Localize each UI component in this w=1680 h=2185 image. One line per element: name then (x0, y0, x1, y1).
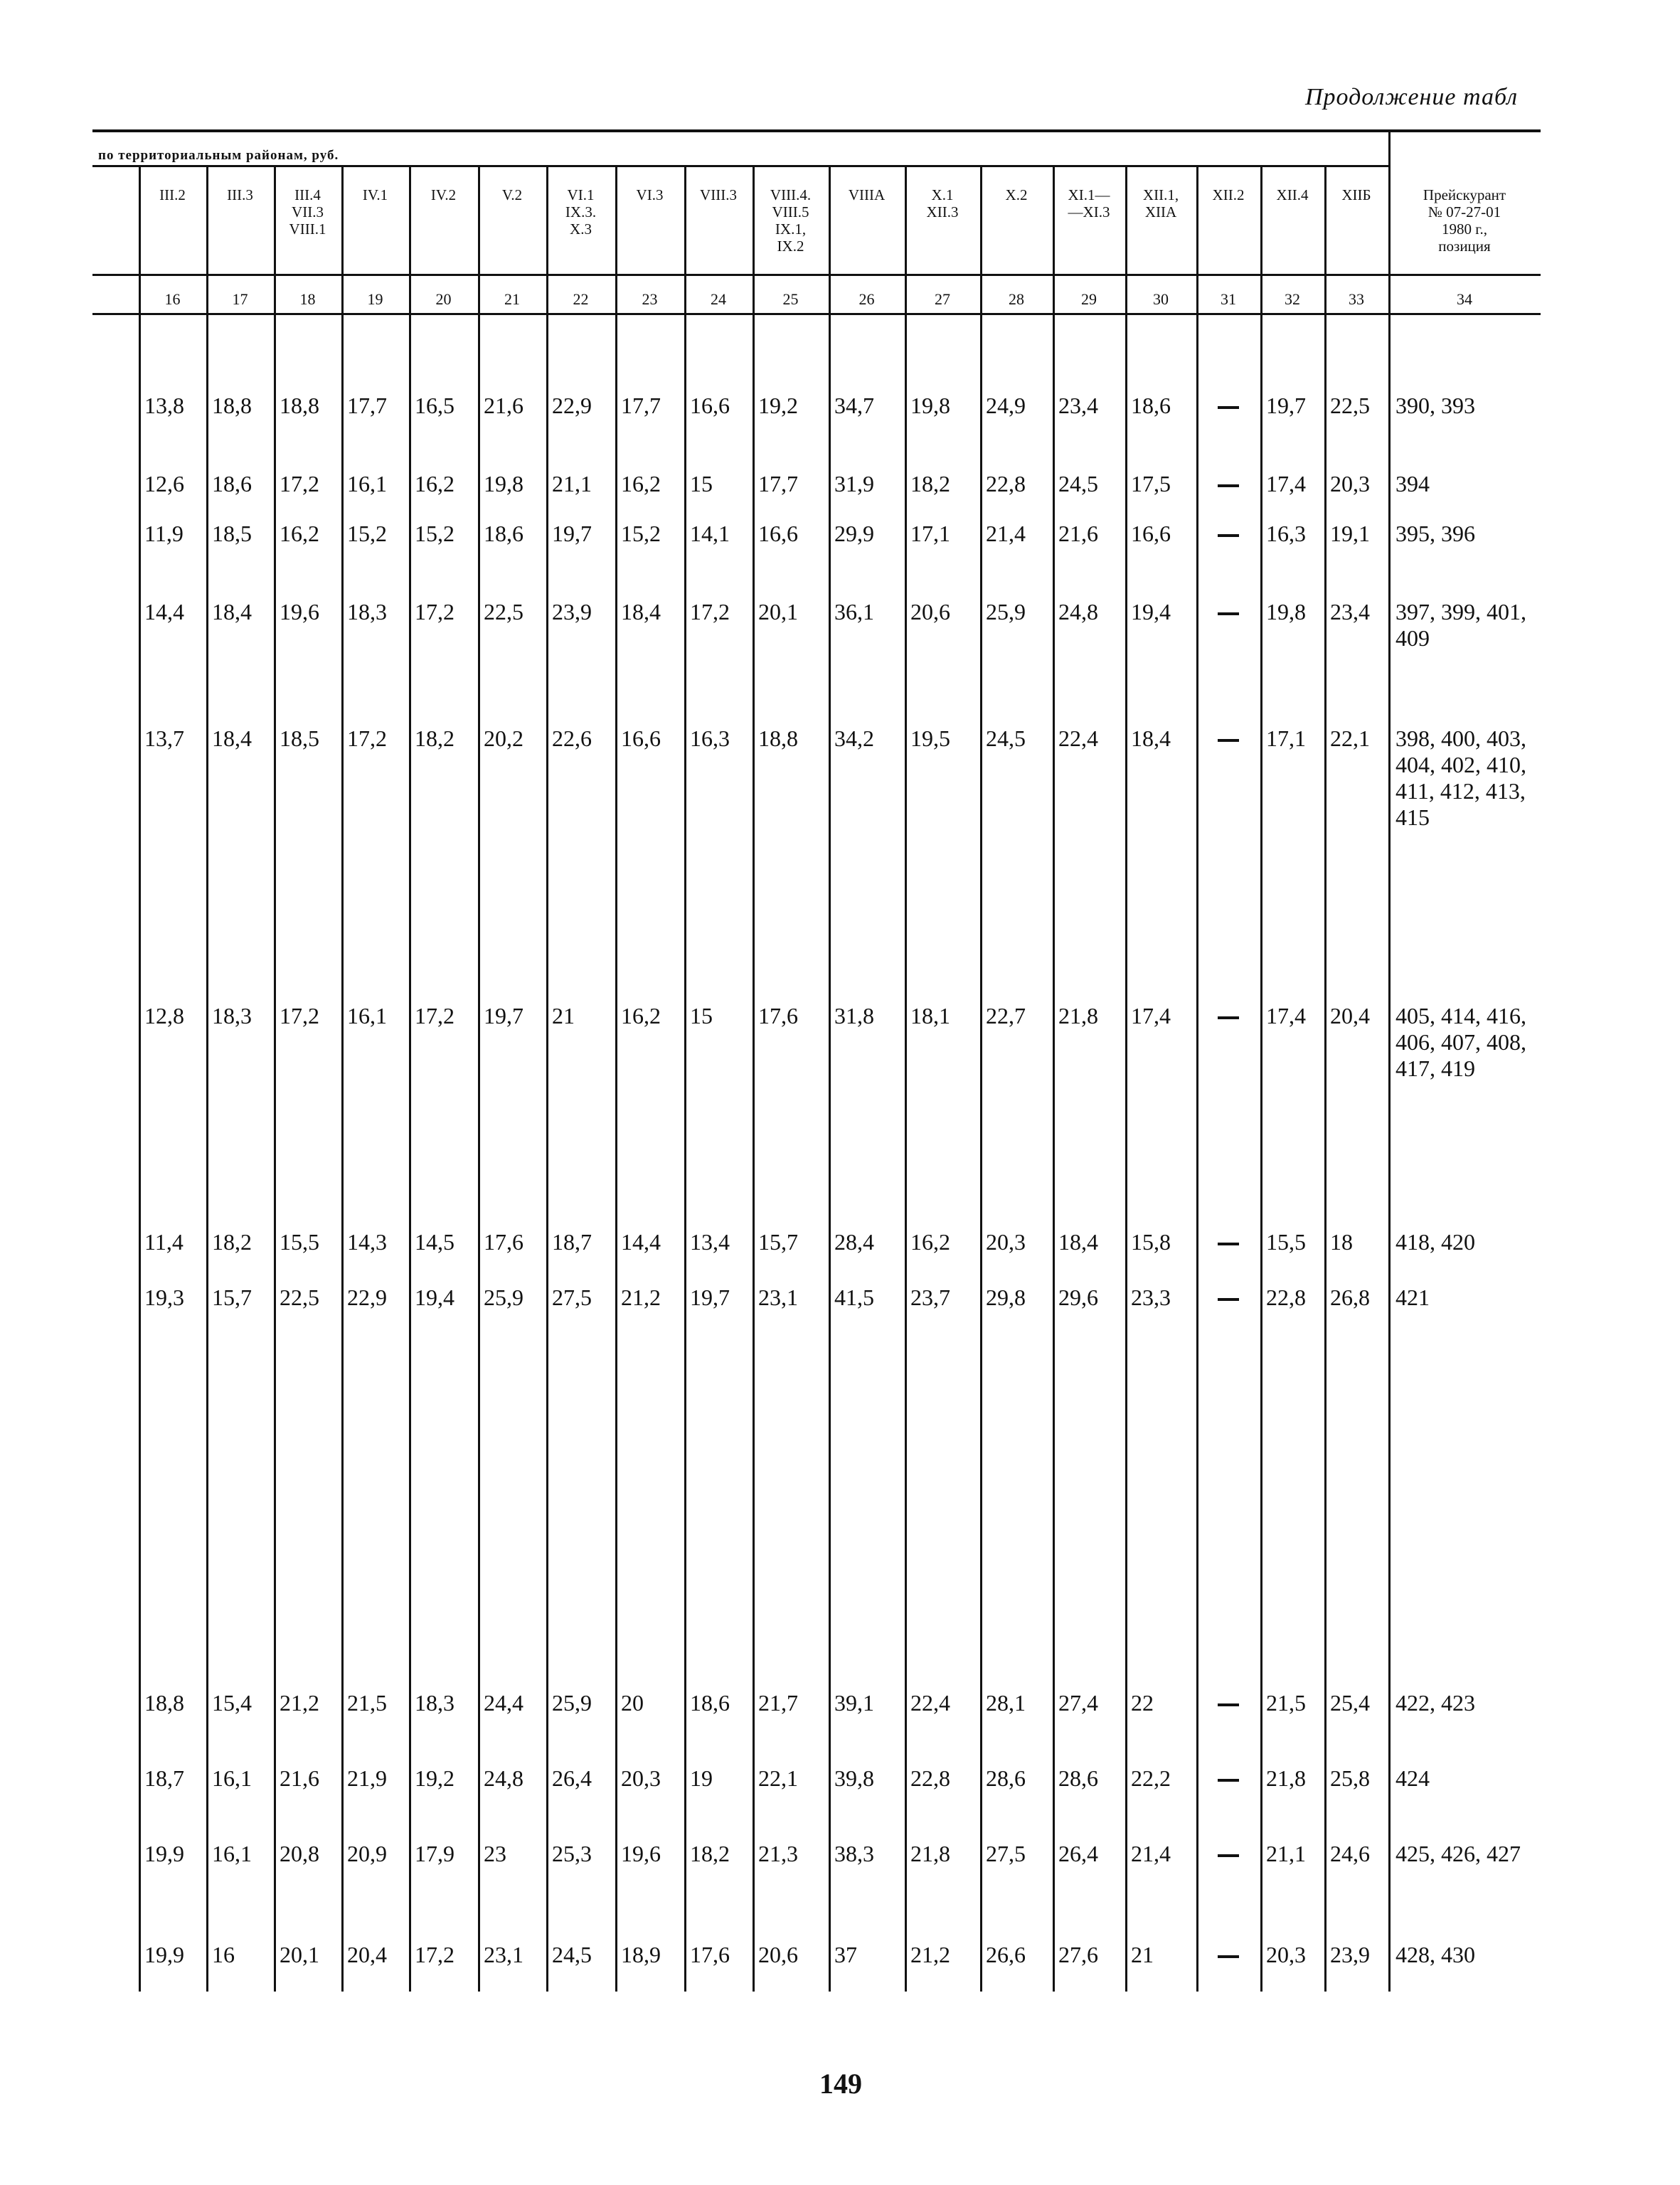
table-cell: 19,7 (1266, 393, 1306, 418)
column-header: VIII.3 (700, 186, 737, 203)
table-cell: 21,6 (280, 1765, 319, 1791)
table-cell: 16,1 (212, 1765, 252, 1791)
table-cell: 20,6 (910, 599, 950, 624)
empty-dash (1218, 1298, 1239, 1301)
position-cell: 395, 396 (1395, 521, 1475, 546)
table-cell: 20,1 (280, 1942, 319, 1967)
table-cell: 15,2 (347, 521, 387, 546)
column-header: XII.2 (1212, 186, 1245, 203)
table-cell: 19,2 (415, 1765, 454, 1791)
column-number: 21 (504, 290, 520, 308)
table-cell: 18,2 (415, 725, 454, 751)
column-rule (1196, 165, 1198, 1992)
table-cell: 28,4 (834, 1229, 874, 1255)
table-cell: 17,4 (1131, 1003, 1171, 1028)
table-cell: 18 (1330, 1229, 1353, 1255)
table-cell: 15,5 (280, 1229, 319, 1255)
table-cell: 16,1 (212, 1841, 252, 1866)
column-rule (615, 165, 617, 1992)
position-cell: 422, 423 (1395, 1690, 1475, 1716)
table-cell: 17,1 (1266, 725, 1306, 751)
table-cell: 28,1 (986, 1690, 1026, 1716)
column-rule (684, 165, 686, 1992)
column-number: 27 (935, 290, 950, 308)
table-cell: 21,6 (1058, 521, 1098, 546)
table-cell: 22,5 (1330, 393, 1370, 418)
position-cell: 405, 414, 416, 406, 407, 408, 417, 419 (1395, 1003, 1526, 1081)
table-cell: 19,1 (1330, 521, 1370, 546)
table-cell: 13,4 (690, 1229, 730, 1255)
table-cell: 23,9 (1330, 1942, 1370, 1967)
table-cell: 16,2 (621, 1003, 661, 1028)
table-cell: 15,2 (415, 521, 454, 546)
table-cell: 17,2 (415, 599, 454, 624)
empty-dash (1218, 406, 1239, 409)
table-cell: 18,8 (212, 393, 252, 418)
column-header: VIII.4. VIII.5 IX.1, IX.2 (770, 186, 812, 255)
column-number: 32 (1285, 290, 1300, 308)
table-cell: 24,8 (1058, 599, 1098, 624)
table-cell: 11,9 (144, 521, 184, 546)
column-rule (341, 165, 344, 1992)
table-cell: 19,7 (552, 521, 592, 546)
table-cell: 17,6 (690, 1942, 730, 1967)
table-cell: 27,5 (986, 1841, 1026, 1866)
empty-dash (1218, 612, 1239, 615)
position-cell: 421 (1395, 1285, 1430, 1310)
empty-dash (1218, 739, 1239, 742)
table-cell: 17,2 (280, 471, 319, 496)
table-cell: 24,8 (484, 1765, 523, 1791)
table-cell: 16,2 (415, 471, 454, 496)
table-cell: 17,7 (621, 393, 661, 418)
table-subtitle: по территориальным районам, руб. (98, 148, 339, 163)
table-cell: 25,4 (1330, 1690, 1370, 1716)
table-cell: 29,9 (834, 521, 874, 546)
table-cell: 39,1 (834, 1690, 874, 1716)
table-cell: 18,6 (484, 521, 523, 546)
table-cell: 22,5 (280, 1285, 319, 1310)
table-cell: 20,3 (1266, 1942, 1306, 1967)
table-cell: 18,8 (280, 393, 319, 418)
position-cell: 397, 399, 401, 409 (1395, 599, 1526, 651)
column-number: 17 (232, 290, 248, 308)
table-cell: 20 (621, 1690, 644, 1716)
table-cell: 26,8 (1330, 1285, 1370, 1310)
rule-header-bottom (92, 274, 1541, 276)
table-cell: 17,2 (280, 1003, 319, 1028)
table-cell: 21,4 (986, 521, 1026, 546)
column-number: 26 (858, 290, 875, 308)
column-number: 28 (1009, 290, 1024, 308)
table-cell: 22,8 (1266, 1285, 1306, 1310)
table-cell: 14,5 (415, 1229, 454, 1255)
column-rule (829, 165, 831, 1992)
table-cell: 22,4 (910, 1690, 950, 1716)
table-cell: 14,4 (621, 1229, 661, 1255)
table-cell: 36,1 (834, 599, 874, 624)
table-cell: 17,1 (910, 521, 950, 546)
column-rule (905, 165, 907, 1992)
table-cell: 21,7 (758, 1690, 798, 1716)
table-cell: 18,6 (1131, 393, 1171, 418)
table-cell: 29,6 (1058, 1285, 1098, 1310)
column-number: 25 (782, 290, 799, 308)
table-cell: 16,3 (1266, 521, 1306, 546)
column-header: Прейскурант № 07-27-01 1980 г., позиция (1423, 186, 1506, 255)
column-header: VIIIA (848, 186, 886, 203)
empty-dash (1218, 484, 1239, 487)
empty-dash (1218, 534, 1239, 537)
table-cell: 20,4 (347, 1942, 387, 1967)
table-cell: 16,2 (910, 1229, 950, 1255)
empty-dash (1218, 1854, 1239, 1857)
table-cell: 14,4 (144, 599, 184, 624)
table-cell: 22,9 (347, 1285, 387, 1310)
table-cell: 16,5 (415, 393, 454, 418)
table-cell: 17,5 (1131, 471, 1171, 496)
table-cell: 23,7 (910, 1285, 950, 1310)
column-number: 33 (1349, 290, 1364, 308)
table-cell: 23,4 (1330, 599, 1370, 624)
table-cell: 22 (1131, 1690, 1154, 1716)
table-cell: 21,1 (552, 471, 592, 496)
column-number: 16 (164, 290, 181, 308)
position-cell: 398, 400, 403, 404, 402, 410, 411, 412, 413, 415 (1395, 725, 1526, 830)
table-cell: 18,2 (690, 1841, 730, 1866)
column-header: XIIБ (1341, 186, 1371, 203)
table-cell: 18,2 (212, 1229, 252, 1255)
column-rule (546, 165, 548, 1992)
column-rule (478, 165, 480, 1992)
table-cell: 21,5 (1266, 1690, 1306, 1716)
column-number: 29 (1081, 290, 1097, 308)
table-cell: 29,8 (986, 1285, 1026, 1310)
table-cell: 20,6 (758, 1942, 798, 1967)
table-cell: 34,7 (834, 393, 874, 418)
table-cell: 25,9 (552, 1690, 592, 1716)
empty-dash (1218, 1955, 1239, 1958)
column-rule (1125, 165, 1127, 1992)
rule-group (92, 165, 1388, 167)
table-cell: 23,1 (758, 1285, 798, 1310)
table-cell: 19,3 (144, 1285, 184, 1310)
table-cell: 19,9 (144, 1841, 184, 1866)
table-cell: 15,2 (621, 521, 661, 546)
table-cell: 12,6 (144, 471, 184, 496)
table-cell: 18,4 (212, 599, 252, 624)
table-cell: 21,4 (1131, 1841, 1171, 1866)
table-cell: 31,8 (834, 1003, 874, 1028)
table-cell: 37 (834, 1942, 857, 1967)
table-cell: 16,6 (1131, 521, 1171, 546)
table-cell: 18,5 (280, 725, 319, 751)
table-cell: 18,4 (621, 599, 661, 624)
table-cell: 39,8 (834, 1765, 874, 1791)
table-cell: 38,3 (834, 1841, 874, 1866)
table-cell: 18,4 (1058, 1229, 1098, 1255)
table-cell: 15,4 (212, 1690, 252, 1716)
table-cell: 25,9 (484, 1285, 523, 1310)
table-cell: 23,4 (1058, 393, 1098, 418)
column-rule (409, 165, 411, 1992)
table-cell: 19,6 (621, 1841, 661, 1866)
column-header: XI.1— —XI.3 (1068, 186, 1110, 220)
table-cell: 14,1 (690, 521, 730, 546)
table-cell: 16,3 (690, 725, 730, 751)
table-cell: 21,5 (347, 1690, 387, 1716)
column-header: IV.1 (362, 186, 388, 203)
table-cell: 17,6 (484, 1229, 523, 1255)
table-cell: 18,8 (758, 725, 798, 751)
column-number: 20 (435, 290, 452, 308)
table-cell: 22,4 (1058, 725, 1098, 751)
table-cell: 24,5 (1058, 471, 1098, 496)
table-cell: 18,9 (621, 1942, 661, 1967)
column-number: 31 (1221, 290, 1236, 308)
table-cell: 18,7 (552, 1229, 592, 1255)
column-header: V.2 (501, 186, 523, 203)
table-cell: 16,6 (690, 393, 730, 418)
table-cell: 18,6 (690, 1690, 730, 1716)
column-header: X.1 XII.3 (926, 186, 959, 220)
column-rule (980, 165, 982, 1992)
column-number: 24 (711, 290, 726, 308)
table-cell: 31,9 (834, 471, 874, 496)
table-cell: 13,8 (144, 393, 184, 418)
table-cell: 22,1 (758, 1765, 798, 1791)
table-cell: 17,7 (758, 471, 798, 496)
table-cell: 23,9 (552, 599, 592, 624)
table-cell: 19,8 (484, 471, 523, 496)
table-cell: 18,4 (1131, 725, 1171, 751)
empty-dash (1218, 1703, 1239, 1706)
position-cell: 394 (1395, 471, 1430, 496)
position-cell: 428, 430 (1395, 1942, 1475, 1967)
table-cell: 22,7 (986, 1003, 1026, 1028)
position-cell: 390, 393 (1395, 393, 1475, 418)
table-cell: 19,7 (484, 1003, 523, 1028)
table-cell: 18,3 (212, 1003, 252, 1028)
table-cell: 22,6 (552, 725, 592, 751)
table-cell: 17,7 (347, 393, 387, 418)
table-cell: 19,4 (1131, 599, 1171, 624)
table-cell: 18,4 (212, 725, 252, 751)
table-cell: 28,6 (986, 1765, 1026, 1791)
table-cell: 20,3 (1330, 471, 1370, 496)
column-header: III.2 (159, 186, 186, 203)
column-rule (139, 165, 141, 1992)
table-cell: 20,3 (986, 1229, 1026, 1255)
table-cell: 17,2 (347, 725, 387, 751)
table-cell: 17,2 (415, 1003, 454, 1028)
empty-dash (1218, 1779, 1239, 1782)
table-cell: 22,2 (1131, 1765, 1171, 1791)
column-header: VI.1 IX.3. X.3 (565, 186, 597, 238)
table-cell: 21,1 (1266, 1841, 1306, 1866)
table-cell: 27,6 (1058, 1942, 1098, 1967)
table-cell: 21,3 (758, 1841, 798, 1866)
table-cell: 15 (690, 1003, 713, 1028)
empty-dash (1218, 1016, 1239, 1019)
column-header: XII.1, XIIA (1142, 186, 1179, 220)
table-cell: 19,8 (910, 393, 950, 418)
table-cell: 17,4 (1266, 471, 1306, 496)
table-cell: 17,4 (1266, 1003, 1306, 1028)
table-cell: 18,6 (212, 471, 252, 496)
table-cell: 19 (690, 1765, 713, 1791)
table-cell: 21,2 (910, 1942, 950, 1967)
table-cell: 23,1 (484, 1942, 523, 1967)
table-cell: 18,3 (347, 599, 387, 624)
table-cell: 21,8 (1266, 1765, 1306, 1791)
position-cell: 418, 420 (1395, 1229, 1475, 1255)
column-number: 34 (1457, 290, 1472, 308)
table-cell: 18,3 (415, 1690, 454, 1716)
table-cell: 18,2 (910, 471, 950, 496)
table-cell: 21 (552, 1003, 575, 1028)
continuation-title: Продолжение табл (1305, 84, 1519, 110)
column-number: 23 (642, 290, 658, 308)
table-cell: 20,3 (621, 1765, 661, 1791)
table-cell: 22,9 (552, 393, 592, 418)
table-cell: 25,3 (552, 1841, 592, 1866)
table-cell: 15,8 (1131, 1229, 1171, 1255)
table-cell: 18,8 (144, 1690, 184, 1716)
table-cell: 24,6 (1330, 1841, 1370, 1866)
column-rule (1053, 165, 1055, 1992)
column-number: 22 (573, 290, 589, 308)
table-cell: 20,2 (484, 725, 523, 751)
table-cell: 16,2 (280, 521, 319, 546)
table-cell: 19,9 (144, 1942, 184, 1967)
table-cell: 21,2 (280, 1690, 319, 1716)
table-cell: 20,9 (347, 1841, 387, 1866)
table-cell: 16,2 (621, 471, 661, 496)
table-cell: 21,8 (910, 1841, 950, 1866)
table-cell: 16,6 (758, 521, 798, 546)
table-cell: 19,4 (415, 1285, 454, 1310)
table-cell: 15,5 (1266, 1229, 1306, 1255)
table-cell: 18,1 (910, 1003, 950, 1028)
table-cell: 41,5 (834, 1285, 874, 1310)
position-cell: 425, 426, 427 (1395, 1841, 1521, 1866)
table-cell: 34,2 (834, 725, 874, 751)
table-cell: 27,4 (1058, 1690, 1098, 1716)
table-cell: 11,4 (144, 1229, 184, 1255)
table-cell: 14,3 (347, 1229, 387, 1255)
column-header: III.3 (227, 186, 253, 203)
table-cell: 19,8 (1266, 599, 1306, 624)
column-rule (274, 165, 276, 1992)
column-header: XII.4 (1276, 186, 1309, 203)
table-cell: 12,8 (144, 1003, 184, 1028)
column-rule (1388, 129, 1391, 1992)
table-cell: 21 (1131, 1942, 1154, 1967)
table-cell: 24,4 (484, 1690, 523, 1716)
table-cell: 19,7 (690, 1285, 730, 1310)
table-cell: 25,9 (986, 599, 1026, 624)
table-cell: 20,1 (758, 599, 798, 624)
table-cell: 17,9 (415, 1841, 454, 1866)
column-header: VI.3 (636, 186, 664, 203)
table-cell: 23 (484, 1841, 506, 1866)
column-number: 18 (299, 290, 316, 308)
table-cell: 21,2 (621, 1285, 661, 1310)
table-cell: 16,1 (347, 471, 387, 496)
table-cell: 15 (690, 471, 713, 496)
table-cell: 16,6 (621, 725, 661, 751)
table-cell: 22,1 (1330, 725, 1370, 751)
table-cell: 23,3 (1131, 1285, 1171, 1310)
rule-top (92, 129, 1541, 132)
position-cell: 424 (1395, 1765, 1430, 1791)
table-cell: 20,4 (1330, 1003, 1370, 1028)
table-cell: 16 (212, 1942, 235, 1967)
table-cell: 21,6 (484, 393, 523, 418)
table-cell: 27,5 (552, 1285, 592, 1310)
column-header: X.2 (1005, 186, 1028, 203)
table-cell: 18,7 (144, 1765, 184, 1791)
table-cell: 28,6 (1058, 1765, 1098, 1791)
rule-numbers-bottom (92, 313, 1541, 315)
table-cell: 22,8 (986, 471, 1026, 496)
table-cell: 15,7 (212, 1285, 252, 1310)
table-cell: 17,2 (415, 1942, 454, 1967)
column-number: 19 (367, 290, 383, 308)
table-cell: 26,4 (552, 1765, 592, 1791)
column-number: 30 (1153, 290, 1169, 308)
table-cell: 19,6 (280, 599, 319, 624)
column-header: III.4 VII.3 VIII.1 (289, 186, 326, 238)
table-cell: 20,8 (280, 1841, 319, 1866)
table-cell: 17,2 (690, 599, 730, 624)
table-cell: 22,5 (484, 599, 523, 624)
table-cell: 24,9 (986, 393, 1026, 418)
table-cell: 25,8 (1330, 1765, 1370, 1791)
column-header: IV.2 (430, 186, 457, 203)
table-cell: 13,7 (144, 725, 184, 751)
column-rule (206, 165, 208, 1992)
table-cell: 16,1 (347, 1003, 387, 1028)
table-cell: 18,5 (212, 521, 252, 546)
page-number: 149 (819, 2068, 862, 2100)
table-cell: 15,7 (758, 1229, 798, 1255)
column-rule (1324, 165, 1327, 1992)
empty-dash (1218, 1243, 1239, 1245)
table-cell: 19,5 (910, 725, 950, 751)
table-cell: 24,5 (552, 1942, 592, 1967)
table-cell: 22,8 (910, 1765, 950, 1791)
table-cell: 21,9 (347, 1765, 387, 1791)
table-cell: 24,5 (986, 725, 1026, 751)
table-cell: 21,8 (1058, 1003, 1098, 1028)
column-rule (753, 165, 755, 1992)
table-cell: 26,4 (1058, 1841, 1098, 1866)
table-cell: 19,2 (758, 393, 798, 418)
column-rule (1260, 165, 1262, 1992)
table-cell: 17,6 (758, 1003, 798, 1028)
table-cell: 26,6 (986, 1942, 1026, 1967)
